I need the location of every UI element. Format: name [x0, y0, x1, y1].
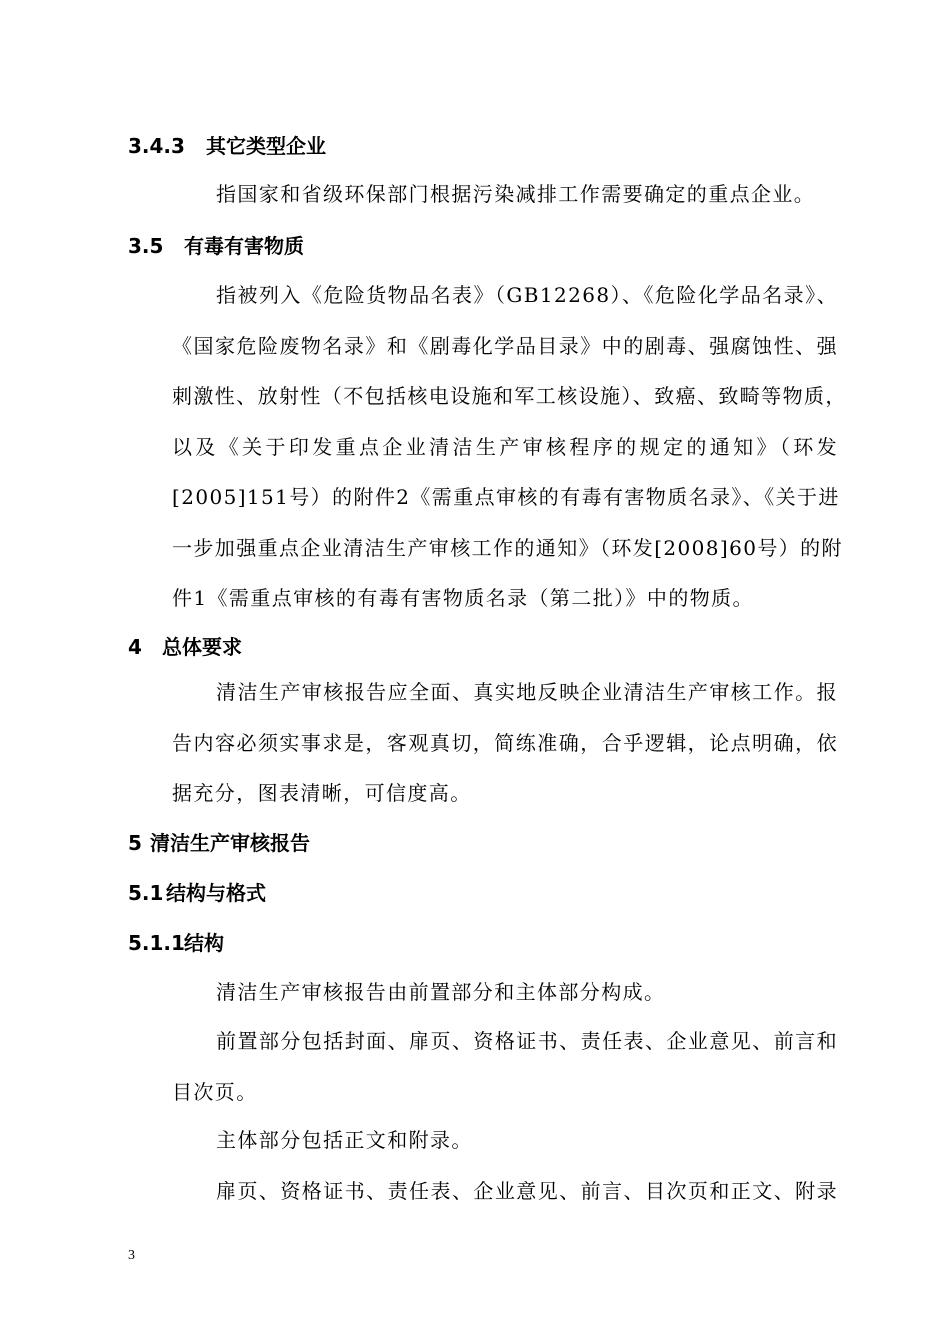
paragraph-line: 指国家和省级环保部门根据污染减排工作需要确定的重点企业。 — [216, 182, 816, 206]
paragraph-line: 一步加强重点企业清洁生产审核工作的通知》（环发[2008]60号）的附 — [172, 535, 843, 560]
section-title: 结构 — [184, 931, 224, 955]
paragraph-line: 以及《关于印发重点企业清洁生产审核程序的规定的通知》（环发 — [172, 434, 838, 459]
section-heading-3-5 — [128, 232, 838, 260]
paragraph-line: 清洁生产审核报告应全面、真实地反映企业清洁生产审核工作。报 — [216, 680, 838, 704]
section-title: 结构与格式 — [166, 881, 266, 905]
paragraph-line: 目次页。 — [172, 1079, 258, 1104]
paragraph-4 — [128, 667, 838, 819]
section-number: 3.5 — [128, 234, 164, 258]
paragraph-5-1-1-c — [128, 1115, 838, 1166]
section-number: 5.1.1 — [128, 931, 185, 955]
section-number: 5.1 — [128, 881, 164, 905]
section-heading-5-1-1 — [128, 929, 838, 957]
section-number: 4 — [128, 635, 142, 659]
section-heading-5 — [128, 829, 838, 857]
page-number: 3 — [128, 1248, 135, 1263]
paragraph-line: 《国家危险废物名录》和《剧毒化学品目录》中的剧毒、强腐蚀性、强 — [172, 333, 838, 358]
section-title: 有毒有害物质 — [184, 234, 304, 258]
paragraph-3-4-3 — [128, 169, 838, 220]
paragraph-5-1-1-d — [128, 1166, 838, 1217]
paragraph-5-1-1-b — [128, 1016, 838, 1117]
paragraph-line: 刺激性、放射性（不包括核电设施和军工核设施）、致癌、致畸等物质， — [172, 384, 847, 408]
paragraph-line: 清洁生产审核报告由前置部分和主体部分构成。 — [216, 980, 666, 1004]
section-heading-5-1 — [128, 879, 838, 907]
section-number: 3.4.3 — [128, 134, 185, 158]
paragraph-line: [2005]151号）的附件2《需重点审核的有毒有害物质名录》、《关于进 — [172, 485, 840, 509]
paragraph-line: 告内容必须实事求是，客观真切，简练准确，合乎逻辑，论点明确，依 — [172, 730, 838, 755]
paragraph-5-1-1-a — [128, 967, 838, 1018]
paragraph-3-5 — [128, 270, 847, 624]
section-title: 总体要求 — [162, 635, 242, 659]
paragraph-line: 主体部分包括正文和附录。 — [216, 1128, 473, 1152]
section-number: 5 — [128, 831, 142, 855]
section-title: 清洁生产审核报告 — [150, 831, 310, 855]
section-heading-4 — [128, 633, 838, 661]
section-title: 其它类型企业 — [206, 134, 326, 158]
paragraph-line: 指被列入《危险货物品名表》（GB12268）、《危险化学品名录》、 — [216, 283, 838, 307]
section-heading-3-4-3 — [128, 132, 838, 160]
paragraph-line: 前置部分包括封面、扉页、资格证书、责任表、企业意见、前言和 — [216, 1029, 838, 1053]
paragraph-line: 据充分，图表清晰，可信度高。 — [172, 781, 472, 805]
paragraph-line: 扉页、资格证书、责任表、企业意见、前言、目次页和正文、附录 — [216, 1179, 838, 1203]
paragraph-line: 件1《需重点审核的有毒有害物质名录（第二批）》中的物质。 — [172, 586, 754, 610]
